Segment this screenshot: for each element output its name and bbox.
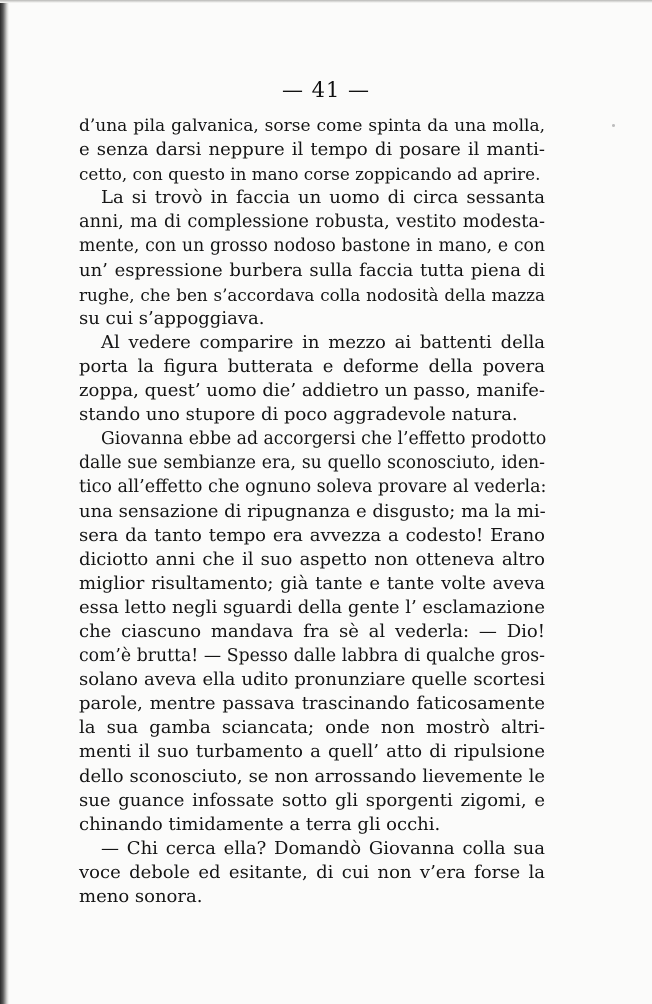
text-line: un’ espressione burbera sulla faccia tutta piena di — [79, 259, 545, 281]
text-line: stando uno stupore di poco aggradevole natura. — [79, 404, 518, 426]
text-line: chinando timidamente a terra gli occhi. — [79, 813, 441, 835]
text-line: sera da tanto tempo era avvezza a codesto! Erano — [79, 524, 545, 546]
body-text — [79, 114, 545, 909]
text-line: parole, mentre passava trascinando faticosamente — [79, 693, 545, 715]
text-line: zoppa, quest’ uomo die’ addietro un passo, manife- — [79, 380, 545, 402]
text-line: su cui s’appoggiava. — [79, 307, 265, 329]
text-line: anni, ma di complessione robusta, vestito modesta- — [79, 212, 545, 233]
text-line: cetto, con questo in mano corse zoppicando ad aprire. — [79, 164, 541, 185]
text-line: miglior risultamento; già tante e tante volte aveva — [79, 572, 545, 594]
text-line: la sua gamba sciancata; onde non mostrò altri- — [79, 717, 545, 739]
page-number: — 41 — — [281, 78, 371, 102]
text-line: sue guance infossate sotto gli sporgenti zigomi, e — [79, 789, 545, 811]
text-line: rughe, che ben s’accordava colla nodosità della mazza — [79, 284, 545, 305]
text-line: meno sonora. — [79, 886, 203, 907]
text-line: diciotto anni che il suo aspetto non otteneva altro — [79, 548, 545, 570]
text-line: tico all’effetto che ognuno soleva provare al vederla: — [79, 477, 547, 498]
text-line: essa letto negli sguardi della gente l’ esclamazione — [79, 596, 546, 618]
text-line: Giovanna ebbe ad accorgersi che l’effetto prodotto — [101, 429, 547, 450]
text-line: porta la figura butterata e deforme della povera — [79, 355, 545, 377]
text-line: d’una pila galvanica, sorse come spinta da una molla, — [79, 116, 545, 136]
text-line: menti il suo turbamento a quell’ atto di ripulsione — [79, 741, 545, 763]
page-spine-shadow — [0, 0, 9, 1004]
text-line: dello sconosciuto, se non arrossando lievemente le — [79, 765, 545, 787]
text-line: che ciascuno mandava fra sè al vederla: — Dio! — [79, 620, 545, 642]
text-line: Al vedere comparire in mezzo ai battenti della — [101, 331, 545, 353]
text-line: mente, con un grosso nodoso bastone in mano, e con — [79, 236, 545, 257]
text-line: una sensazione di ripugnanza e disgusto; ma la mi- — [79, 500, 546, 522]
text-line: La si trovò in faccia un uomo di circa sessanta — [101, 187, 545, 209]
text-line: solano aveva ella udito pronunziare quelle scortesi — [79, 669, 545, 691]
page-top-edge — [0, 0, 652, 3]
paper-speck — [612, 124, 615, 127]
text-line: voce debole ed esitante, di cui non v’era forse la — [79, 861, 545, 883]
text-line: com’è brutta! — Spesso dalle labbra di qualche gros- — [79, 646, 545, 667]
text-line: e senza darsi neppure il tempo di posare il manti- — [79, 139, 545, 161]
text-line: — Chi cerca ella? Domandò Giovanna colla sua — [101, 837, 545, 859]
text-line: dalle sue sembianze era, su quello sconosciuto, iden- — [79, 453, 545, 474]
